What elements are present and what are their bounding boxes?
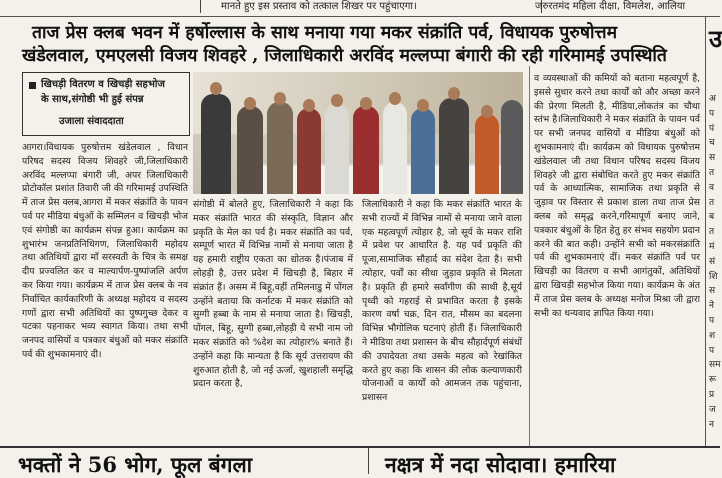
person <box>267 102 293 194</box>
event-photo <box>193 72 523 194</box>
fragment-line: स <box>709 153 716 164</box>
person-head <box>481 105 493 118</box>
fragment-line: त <box>709 167 715 178</box>
subhead-line1: खिचड़ी वितरण व खिचड़ी सहभोज <box>41 79 165 90</box>
main-headline-line1: ताज प्रेस क्लब भवन में हर्षोल्लास के साथ मनाया गया मकर संक्रांति पर्व, विधायक पुरुषोत्तम <box>32 23 618 43</box>
fragment-line: त <box>709 227 715 238</box>
fragment-line: स <box>709 286 716 297</box>
fragment-line: पं <box>709 123 715 134</box>
fragment-line: च <box>709 138 715 149</box>
top-strip <box>0 0 720 17</box>
top-strip-middle: मानते हुए इस प्रस्ताव को तत्काल शिखर पर पहुंचाएगा। <box>200 0 542 13</box>
person-head <box>303 99 315 112</box>
article-column-4: व व्यवस्थाओं की कमियों को बताना महत्वपूर्ण है, इससे सुधार करने तथा कार्यों को और अच्छा करने की प्रेरणा मिलती है, मीडिया,लोकतंत्र का चौथा स्तंभ है।जिलाधिकारी ने मकर संक्रांति के पावन पर्व पर सभी जनपद वासियों व मीडिया बंधुओं को शुभकामनाएं दी। कार्यक्रम को विधायक पुरुषोत्तम खंडेलवाल जी तथा विधान परिषद सदस्य विजय शिवहरे जी द्वारा संबोधित करते हुए मकर संक्रांति पर्व के आध्यात्मिक, सामाजिक तथा प्रकृति से जुड़ाव पर विस्तार से प्रकाश डाला तथा ताज प्रेस क्लब को समृद्ध करने,गरिमापूर्ण बनाए जाने, पत्रकार बंधुओं के हित हेतु हर संभव सहयोग प्रदान करने की बात कही। उन्होंने सभी को मकरसंक्रांति पर्व की शुभकामनाएं दीं। मकर संक्रांति पर्व पर खिचड़ी का वितरण व सभी आगंतुकों, अतिथियों द्वारा खिचड़ी सहभोज किया गया। कार्यक्रम के अंत में ताज प्रेस क्लब के अध्यक्ष मनोज मिश्रा जी द्वारा सभी का धन्यवाद ज्ञापित किया गया। <box>534 73 700 319</box>
person-head <box>360 97 372 110</box>
person <box>411 108 435 194</box>
article-column-1: आगरा।विधायक पुरुषोत्तम खंडेलवाल , विधान परिषद सदस्य विजय शिवहरे जी,जिलाधिकारी अरविंद मल्लप्पा बंगारी जी, अपर जिलाधिकारी प्रोटोकॉल प्रशांत तिवारी जी की गरिमामई उपस्थिति में ताज प्रेस क्लब,आगरा में मकर संक्रांति के पावन पर्व पर मीडिया बंधुओं के सम्मिलन व खिचड़ी भोज एवं संगोष्ठी का कार्यक्रम संपन्न हुआ। कार्यक्रम का शुभारंभ जनप्रतिनिधिगण, जिलाधिकारी महोदय तथा अतिथियों द्वारा माँ सरस्वती के चित्र के समक्ष दीप प्रज्वलित कर व माल्यार्पण-पुष्पांजलि अर्पण कर किया गया। कार्यक्रम में ताज प्रेस क्लब के नव निर्वाचित कार्यकारिणी के अध्यक्ष महोदय व सदस्य गणों द्वारा सभी अतिथियों का पुष्पगुच्छ देकर व पटका पहनाकर भव्य स्वागत किया। तथा सभी जनपद वासियों व पत्रकार बंधुओं को मकर संक्रांति पर्व की शुभकामनाएं दी। <box>22 142 188 360</box>
person <box>501 100 523 194</box>
bottom-rule <box>0 446 720 448</box>
person-head <box>448 87 460 100</box>
top-strip-right: जरुरतमंद महिला दीक्षा, विमलेश, आलिया <box>535 1 686 12</box>
bullet-icon <box>29 82 36 89</box>
article-column-2: संगोष्ठी में बोलते हुए, जिलाधिकारी ने कहा कि मकर संक्रांति भारत की संस्कृति, विज्ञान और प्रकृति के मेल का पर्व है। मकर संक्रांति का पर्व, सम्पूर्ण भारत में विभिन्न नामों से मनाया जाता है यह हमारी राष्ट्रीय एकता का द्योतक है।पंजाब में लोहड़ी है, उत्तर प्रदेश में खिचड़ी है, बिहार में संक्रांत हैं। असम में बिहू,वहीं तमिलनाडु में पोंगल उन्होंने बताया कि कर्नाटक में मकर संक्रांति को सुग्गी हब्बा के नाम से मनाया जाता है। खिचड़ी, पोंगल, बिहू, सुग्गी हब्बा,लोहड़ी ये सभी नाम जो मकर संक्रांति को %देश का त्योहार% बनाते हैं। उन्होंने कहा कि मान्यता है कि सूर्य उत्तरायण की शुरुआत होती है, जो नई ऊर्जा, खुशहाली समृद्धि प्रदान करता है, <box>193 199 353 390</box>
bottom-divider <box>368 448 369 474</box>
subhead-box <box>22 72 190 136</box>
person-head <box>210 82 222 95</box>
subhead-line2: के साथ,संगोष्ठी भी हुई संपन्न <box>41 94 144 105</box>
right-fragment-column <box>709 92 720 442</box>
main-headline-line2: खंडेलवाल, एमएलसी विजय शिवहरे , जिलाधिकारी अरविंद मल्लप्पा बंगारी की रही गरिमामई उपस्थिति <box>22 46 667 66</box>
page-divider <box>705 16 706 446</box>
fragment-line: अ <box>709 94 716 104</box>
person <box>383 102 407 194</box>
person <box>353 106 379 194</box>
fragment-line: प्र <box>709 389 715 400</box>
bottom-headline-right: नक्षत्र में नदा सोदावा। हमारिया <box>385 452 616 477</box>
fragment-line: त <box>709 197 715 208</box>
bottom-headline-left: भक्तों ने 56 भोग, फूल बंगला <box>18 452 253 477</box>
person-head <box>389 92 401 105</box>
column-divider <box>529 66 530 446</box>
person-head <box>244 97 256 110</box>
fragment-line: ज <box>709 404 716 415</box>
person <box>325 104 349 194</box>
fragment-line: मं <box>709 241 715 252</box>
fragment-line: प <box>709 345 715 356</box>
fragment-line: न <box>709 419 714 430</box>
person-head <box>274 92 286 105</box>
right-fragment-list <box>709 92 720 432</box>
right-fragment-headline: उ <box>709 24 722 53</box>
fragment-line: रू <box>709 375 716 386</box>
fragment-line: श <box>709 330 716 341</box>
fragment-line: ने <box>709 301 714 312</box>
person <box>475 114 499 194</box>
person <box>237 106 263 194</box>
fragment-line: सं <box>709 256 716 267</box>
person <box>201 94 231 194</box>
person-head <box>331 94 343 107</box>
fragment-line: ब <box>709 212 715 223</box>
person <box>439 98 469 194</box>
fragment-line: प <box>709 108 715 119</box>
person <box>297 108 321 194</box>
byline: उजाला संवाददाता <box>59 116 124 127</box>
article-column-3: जिलाधिकारी ने कहा कि मकर संक्रांति भारत के सभी राज्यों में विभिन्न नामों से मनाया जाने वाला एक महत्वपूर्ण त्योहार है, जो सूर्य के मकर राशि में प्रवेश पर आधारित है. यह पर्व प्रकृति की पूजा,सामाजिक सौहार्द का संदेश देता है। सभी त्योहार, पर्वों का सीधा जुड़ाव प्रकृति से मिलता है। प्रकृति ही हमारे सर्वांगीण की साथी है,सूर्य पृथ्वी को गहराई से प्रभावित करता है इसके कारण वर्षा चक्र, दिन रात, मौसम का बदलना विभिन्न भौगोलिक घटनाएं होती हैं। जिलाधिकारी ने मीडिया तथा प्रशासन के बीच सौहार्दपूर्ण संबंधों की उपादेयता तथा उसके महत्व को रेखांकित करते हुए कहा कि शासन की लोक कल्याणकारी योजनाओं व कार्यों को आमजन तक पहुंचाना, प्रशासन <box>362 199 522 404</box>
fragment-line: प <box>709 315 715 326</box>
fragment-line: शि <box>709 271 718 282</box>
person-head <box>417 99 429 112</box>
fragment-line: सम <box>709 360 721 371</box>
fragment-line: व <box>709 182 715 193</box>
